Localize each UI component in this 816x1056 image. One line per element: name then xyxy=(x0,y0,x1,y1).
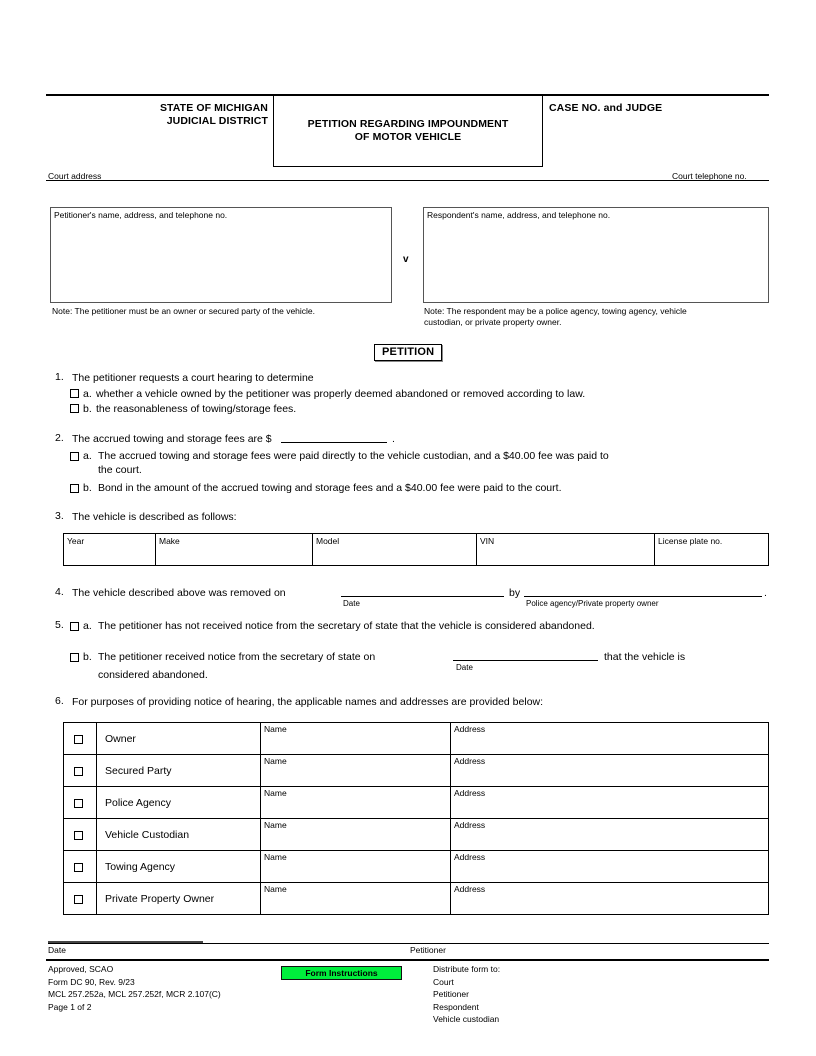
case-no-and-judge-label: CASE NO. and JUDGE xyxy=(549,102,663,114)
distribute-item-vehicle-custodian: Vehicle custodian xyxy=(433,1014,500,1025)
notice-address-towing-agency[interactable] xyxy=(451,851,769,883)
vehicle-col-vin-label: VIN xyxy=(480,536,495,546)
respondent-note-line1: Note: The respondent may be a police agency, towing agency, vehicle xyxy=(424,306,687,316)
vehicle-col-model-label: Model xyxy=(316,536,340,546)
item-5b-text-before: The petitioner received notice from the secretary of state on xyxy=(98,651,376,663)
removing-agency-input-line[interactable] xyxy=(524,586,762,597)
item-2-text-before: The accrued towing and storage fees are $ xyxy=(72,433,272,445)
vehicle-col-make-label: Make xyxy=(159,536,180,546)
court-telephone-label: Court telephone no. xyxy=(672,171,747,181)
item-4-text-mid: by xyxy=(509,587,521,599)
item-2a-text-line2: the court. xyxy=(98,464,142,476)
page-number-label: Page 1 of 2 xyxy=(48,1001,92,1012)
notice-address-police-agency[interactable] xyxy=(451,787,769,819)
date-signature-label: Date xyxy=(48,945,66,955)
form-instructions-button[interactable]: Form Instructions xyxy=(281,966,402,980)
checkbox-1a[interactable] xyxy=(70,389,79,398)
notice-date-input-line[interactable] xyxy=(453,650,598,661)
address-header-owner: Address xyxy=(454,724,486,734)
address-header-vehicle-custodian: Address xyxy=(454,820,486,830)
petition-heading: PETITION xyxy=(374,344,442,361)
notice-name-private-property-owner[interactable] xyxy=(261,883,451,915)
item-4-text-after: . xyxy=(764,587,767,599)
checkbox-towing-agency[interactable] xyxy=(74,863,83,872)
item-5b-text-after: that the vehicle is xyxy=(604,651,686,663)
table-row[interactable] xyxy=(64,819,769,851)
item-6-text: For purposes of providing notice of hearing, the applicable names and addresses are provided below: xyxy=(72,696,544,708)
petitioner-signature-label: Petitioner xyxy=(410,945,446,955)
checkbox-2a[interactable] xyxy=(70,452,79,461)
notice-checkbox-cell-secured-party[interactable] xyxy=(64,755,97,787)
vehicle-col-model[interactable] xyxy=(313,534,477,565)
notice-checkbox-cell-owner[interactable] xyxy=(64,723,97,755)
name-header-police-agency: Name xyxy=(264,788,287,798)
checkbox-vehicle-custodian[interactable] xyxy=(74,831,83,840)
accrued-fees-input-line[interactable] xyxy=(281,432,387,443)
notice-role-vehicle-custodian: Vehicle Custodian xyxy=(97,819,261,851)
table-row[interactable] xyxy=(64,755,769,787)
distribute-item-petitioner: Petitioner xyxy=(433,989,469,1000)
judicial-district-label: JUDICIAL DISTRICT xyxy=(166,115,268,127)
item-1b-letter: b. xyxy=(83,403,92,415)
address-header-private-property-owner: Address xyxy=(454,884,486,894)
removing-agency-label: Police agency/Private property owner xyxy=(526,599,659,608)
item-1-number: 1. xyxy=(55,371,64,383)
notice-role-secured-party: Secured Party xyxy=(97,755,261,787)
footer-left-block xyxy=(48,963,221,1013)
respondent-box-label: Respondent's name, address, and telephone no. xyxy=(427,210,611,220)
notice-address-secured-party[interactable] xyxy=(451,755,769,787)
notice-name-secured-party[interactable] xyxy=(261,755,451,787)
vehicle-col-year[interactable] xyxy=(64,534,156,565)
checkbox-5b[interactable] xyxy=(70,653,79,662)
item-5b-text-line2: considered abandoned. xyxy=(98,669,208,681)
checkbox-secured-party[interactable] xyxy=(74,767,83,776)
form-number-label: Form DC 90, Rev. 9/23 xyxy=(48,976,135,987)
notice-parties-table xyxy=(63,722,769,915)
petitioner-note: Note: The petitioner must be an owner or secured party of the vehicle. xyxy=(52,306,316,316)
form-title-line1: PETITION REGARDING IMPOUNDMENT xyxy=(307,118,509,130)
item-1a-letter: a. xyxy=(83,388,92,400)
item-2b-text: Bond in the amount of the accrued towing and storage fees and a $40.00 fee were paid to the court. xyxy=(98,482,562,494)
item-1a-text: whether a vehicle owned by the petitioner was properly deemed abandoned or removed according to law. xyxy=(96,388,586,400)
notice-checkbox-cell-police-agency[interactable] xyxy=(64,787,97,819)
vehicle-col-vin[interactable] xyxy=(477,534,655,565)
statute-citations-label: MCL 257.252a, MCL 257.252f, MCR 2.107(C) xyxy=(48,989,221,1000)
form-title-cell-bottom-rule xyxy=(273,166,543,167)
item-2-number: 2. xyxy=(55,432,64,444)
name-header-vehicle-custodian: Name xyxy=(264,820,287,830)
checkbox-2b[interactable] xyxy=(70,484,79,493)
address-header-police-agency: Address xyxy=(454,788,486,798)
item-5a-letter: a. xyxy=(83,620,92,632)
item-5a-text: The petitioner has not received notice from the secretary of state that the vehicle is considered abandoned. xyxy=(98,620,595,632)
item-5-number: 5. xyxy=(55,619,64,631)
notice-role-police-agency: Police Agency xyxy=(97,787,261,819)
caption-header xyxy=(46,94,769,166)
distribute-item-respondent: Respondent xyxy=(433,1001,479,1012)
item-4-number: 4. xyxy=(55,586,64,598)
notice-address-vehicle-custodian[interactable] xyxy=(451,819,769,851)
notice-checkbox-cell-private-property-owner[interactable] xyxy=(64,883,97,915)
address-header-towing-agency: Address xyxy=(454,852,486,862)
name-header-secured-party: Name xyxy=(264,756,287,766)
item-4-text-before: The vehicle described above was removed on xyxy=(72,587,286,599)
vehicle-col-make[interactable] xyxy=(156,534,313,565)
removal-date-label: Date xyxy=(343,599,360,608)
table-row[interactable] xyxy=(64,787,769,819)
removal-date-input-line[interactable] xyxy=(341,586,504,597)
petitioner-box-label: Petitioner's name, address, and telephone no. xyxy=(54,210,228,220)
notice-role-towing-agency: Towing Agency xyxy=(97,851,261,883)
respondent-box[interactable] xyxy=(423,207,769,303)
notice-parties-body xyxy=(64,723,769,915)
approved-scao-label: Approved, SCAO xyxy=(48,964,114,974)
name-header-private-property-owner: Name xyxy=(264,884,287,894)
notice-address-owner[interactable] xyxy=(451,723,769,755)
item-2a-letter: a. xyxy=(83,450,92,462)
item-1-text: The petitioner requests a court hearing to determine xyxy=(72,372,314,384)
notice-name-vehicle-custodian[interactable] xyxy=(261,819,451,851)
checkbox-5a[interactable] xyxy=(70,622,79,631)
distribute-title: Distribute form to: xyxy=(433,964,501,974)
checkbox-owner[interactable] xyxy=(74,735,83,744)
form-title-cell xyxy=(273,96,543,166)
address-header-secured-party: Address xyxy=(454,756,486,766)
notice-role-private-property-owner: Private Property Owner xyxy=(97,883,261,915)
notice-date-label: Date xyxy=(456,663,473,672)
court-identity-cell xyxy=(46,96,273,166)
table-row[interactable] xyxy=(64,723,769,755)
court-address-label: Court address xyxy=(48,171,102,181)
table-row[interactable] xyxy=(64,851,769,883)
checkbox-police-agency[interactable] xyxy=(74,799,83,808)
notice-address-private-property-owner[interactable] xyxy=(451,883,769,915)
item-3-number: 3. xyxy=(55,510,64,522)
item-1b-text: the reasonableness of towing/storage fees. xyxy=(96,403,297,415)
court-address-rule xyxy=(46,180,769,181)
item-3-text: The vehicle is described as follows: xyxy=(72,511,237,523)
form-title-line2: OF MOTOR VEHICLE xyxy=(354,131,462,143)
state-of-michigan-label: STATE OF MICHIGAN xyxy=(159,102,268,114)
item-2-text-after: . xyxy=(392,433,395,445)
vehicle-col-license-plate-label: License plate no. xyxy=(658,536,723,546)
notice-name-police-agency[interactable] xyxy=(261,787,451,819)
vehicle-description-table[interactable] xyxy=(63,533,769,566)
case-number-cell[interactable] xyxy=(543,96,769,166)
distribute-item-court: Court xyxy=(433,976,454,987)
signature-row-rule xyxy=(48,943,769,944)
notice-name-towing-agency[interactable] xyxy=(261,851,451,883)
footer-rule xyxy=(46,959,769,961)
name-header-owner: Name xyxy=(264,724,287,734)
item-5b-letter: b. xyxy=(83,651,92,663)
notice-checkbox-cell-vehicle-custodian[interactable] xyxy=(64,819,97,851)
name-header-towing-agency: Name xyxy=(264,852,287,862)
footer-distribute-block xyxy=(433,963,500,1026)
item-6-number: 6. xyxy=(55,695,64,707)
table-row[interactable] xyxy=(64,883,769,915)
versus-separator: v xyxy=(403,254,409,265)
notice-checkbox-cell-towing-agency[interactable] xyxy=(64,851,97,883)
vehicle-col-year-label: Year xyxy=(67,536,85,546)
item-2b-letter: b. xyxy=(83,482,92,494)
respondent-note-line2: custodian, or private property owner. xyxy=(424,317,562,327)
vehicle-col-license-plate[interactable] xyxy=(655,534,768,565)
notice-role-owner: Owner xyxy=(97,723,261,755)
petitioner-box[interactable] xyxy=(50,207,392,303)
notice-name-owner[interactable] xyxy=(261,723,451,755)
checkbox-1b[interactable] xyxy=(70,404,79,413)
item-2a-text-line1: The accrued towing and storage fees were paid directly to the vehicle custodian, and a $40.00 fee was paid to xyxy=(98,450,609,462)
checkbox-private-property-owner[interactable] xyxy=(74,895,83,904)
